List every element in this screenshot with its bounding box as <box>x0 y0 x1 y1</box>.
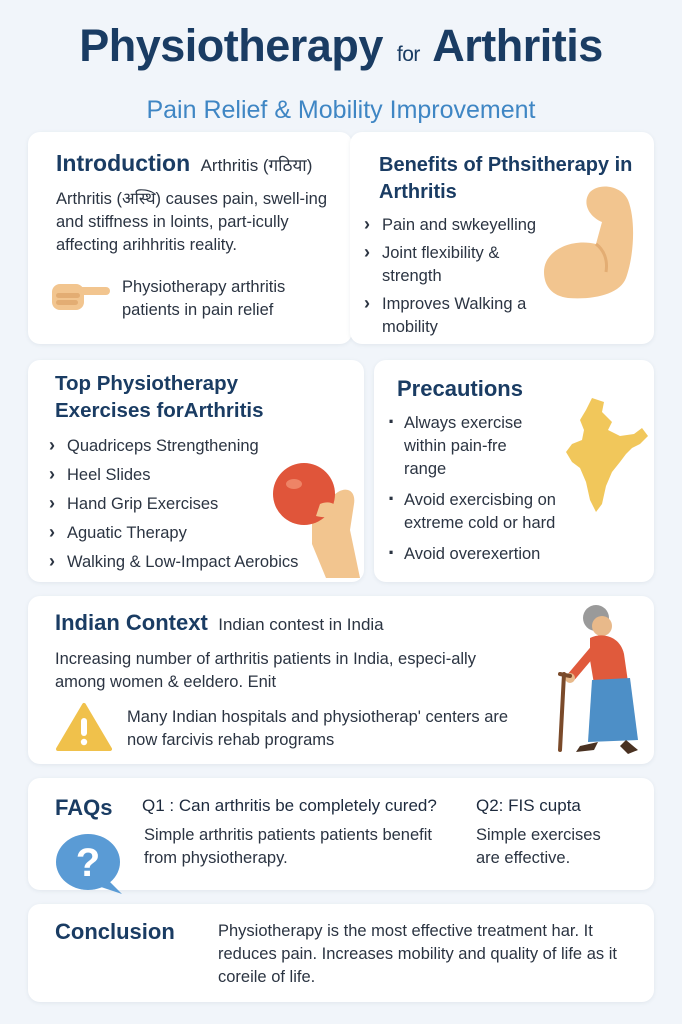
precautions-card <box>374 360 654 582</box>
precautions-heading: Precautions <box>397 376 523 401</box>
benefit-item: › Pain and swkeyelling <box>362 214 552 237</box>
conclusion-text: Physiotherapy is the most effective treatment har. It reduces pain. Increases mobility and quality of life as it coreile of life. <box>218 922 617 986</box>
pointing-hand-icon <box>48 280 112 314</box>
faq-card <box>28 778 654 890</box>
title-end: Arthritis <box>432 20 603 71</box>
indian-context-heading: Indian Context <box>55 610 208 635</box>
elderly-woman-icon <box>550 600 650 760</box>
title-main: Physiotherapy <box>79 20 383 71</box>
precaution-item: · Always exercise within pain-fre range <box>384 412 534 481</box>
benefits-card <box>350 132 654 344</box>
page-header <box>0 18 682 125</box>
exercise-item: › Quadriceps Strengthening <box>47 435 337 458</box>
faq-question-1: Q1 : Can arthritis be completely cured? <box>142 796 437 815</box>
benefit-item: › Joint flexibility & strength <box>362 242 552 288</box>
benefit-item: › Improves Walking a mobility <box>362 293 552 339</box>
indian-context-heading-extra: Indian contest in India <box>218 615 384 634</box>
page-subtitle: Pain Relief & Mobility Improvement <box>146 96 536 124</box>
benefits-list <box>362 214 552 339</box>
question-bubble-icon <box>52 832 124 896</box>
introduction-heading-extra: Arthritis (गठिया) <box>200 156 313 175</box>
precaution-item: · Avoid overexertion <box>384 543 614 566</box>
warning-icon <box>56 702 112 752</box>
exercise-item: › Hand Grip Exercises <box>47 493 337 516</box>
faq-answer-2: Simple exercises are effective. <box>476 826 601 867</box>
introduction-note: Physiotherapy arthritis patients in pain relief <box>122 278 286 319</box>
conclusion-card <box>28 904 654 1002</box>
introduction-heading: Introduction <box>56 150 191 176</box>
page-title <box>0 18 682 83</box>
exercise-item: › Heel Slides <box>47 464 337 487</box>
introduction-card <box>28 132 352 344</box>
exercises-card <box>28 360 364 582</box>
svg-text:?: ? <box>75 841 101 885</box>
exercises-heading: Top Physiotherapy Exercises forArthritis <box>55 372 264 422</box>
faq-heading: FAQs <box>55 795 113 820</box>
precautions-list <box>384 412 614 566</box>
faq-answer-1: Simple arthritis patients patients benefit from physiotherapy. <box>144 826 432 867</box>
exercise-item: › Aguatic Therapy <box>47 522 337 545</box>
hand-grip-ball-icon <box>272 460 362 578</box>
faq-question-2: Q2: FIS cupta <box>476 796 581 815</box>
indian-context-note: Many Indian hospitals and physiotherap' centers are now farcivis rehab programs <box>127 708 509 749</box>
precaution-item: · Avoid exercisbing on extreme cold or hard <box>384 489 614 535</box>
exercise-item: › Walking & Low-Impact Aerobics <box>47 551 337 574</box>
indian-context-text: Increasing number of arthritis patients in India, especi-ally among women & eeldero. Enit <box>55 650 476 691</box>
introduction-text: Arthritis (अस्थि) causes pain, swell-ing and stiffness in loints, part-icully affecting arihhritis reality. <box>56 190 328 254</box>
indian-context-card <box>28 596 654 764</box>
conclusion-heading: Conclusion <box>55 919 175 944</box>
flexed-arm-icon <box>538 180 642 304</box>
title-for: for <box>396 43 420 66</box>
benefits-heading: Benefits of Pthsitherapy in Arthritis <box>379 154 633 203</box>
